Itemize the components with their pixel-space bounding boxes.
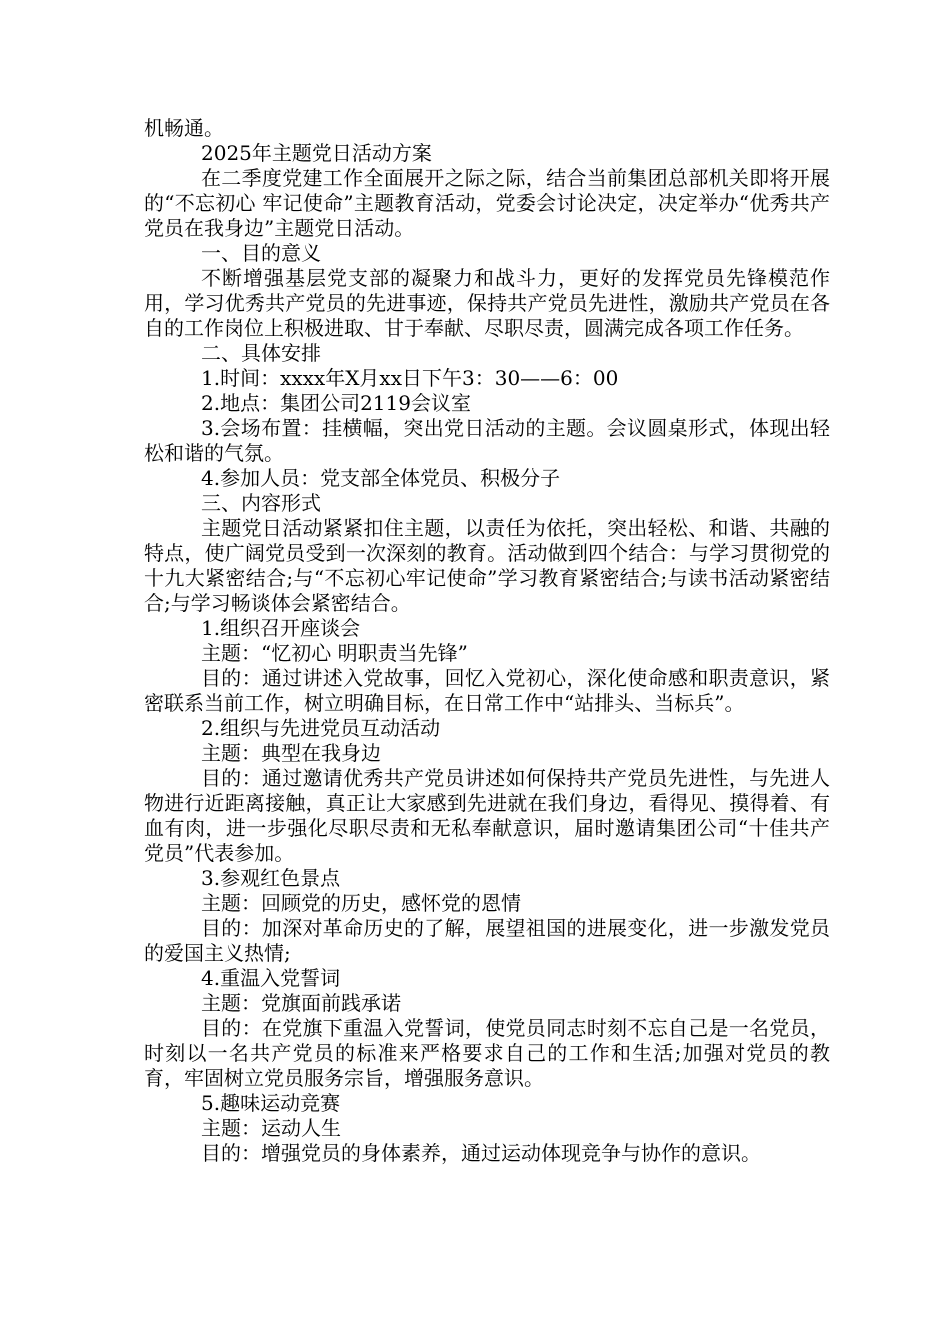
arrangement-venue-setup: 3.会场布置：挂横幅，突出党日活动的主题。会议圆桌形式，体现出轻松和谐的气氛。 — [144, 416, 830, 465]
document-title: 2025年主题党日活动方案 — [201, 141, 432, 165]
section-heading-purpose: 一、目的意义 — [201, 241, 321, 265]
item-3-theme: 主题：回顾党的历史，感怀党的恩情 — [201, 891, 521, 915]
item-5-purpose: 目的：增强党员的身体素养，通过运动体现竞争与协作的意识。 — [201, 1141, 761, 1165]
item-2-purpose: 目的：通过邀请优秀共产党员讲述如何保持共产党员先进性，与先进人物进行近距离接触，真正让大家感到先进就在我们身边，看得见、摸得着、有血有肉，进一步强化尽职尽责和无私奉献意识，届时邀请集团公司“十佳共产党员”代表参加。 — [144, 766, 830, 865]
item-5-theme: 主题：运动人生 — [201, 1116, 341, 1140]
item-1-heading: 1.组织召开座谈会 — [201, 616, 361, 640]
section-heading-content: 三、内容形式 — [201, 491, 321, 515]
item-4-purpose: 目的：在党旗下重温入党誓词，使党员同志时刻不忘自己是一名党员，时刻以一名共产党员的标准来严格要求自己的工作和生活;加强对党员的教育，牢固树立党员服务宗旨，增强服务意识。 — [144, 1016, 830, 1090]
item-2-theme: 主题：典型在我身边 — [201, 741, 381, 765]
item-5-heading: 5.趣味运动竞赛 — [201, 1091, 341, 1115]
content-paragraph: 主题党日活动紧紧扣住主题，以责任为依托，突出轻松、和谐、共融的特点，使广阔党员受到一次深刻的教育。活动做到四个结合：与学习贯彻党的十九大紧密结合;与“不忘初心牢记使命”学习教育紧密结合;与读书活动紧密结合;与学习畅谈体会紧密结合。 — [144, 516, 830, 615]
item-1-purpose: 目的：通过讲述入党故事，回忆入党初心，深化使命感和职责意识，紧密联系当前工作，树立明确目标，在日常工作中“站排头、当标兵”。 — [144, 666, 830, 715]
arrangement-location: 2.地点：集团公司2119会议室 — [201, 391, 471, 415]
item-1-theme: 主题：“忆初心 明职责当先锋” — [201, 641, 468, 665]
continuation-line: 机畅通。 — [144, 116, 224, 140]
item-3-heading: 3.参观红色景点 — [201, 866, 341, 890]
item-4-heading: 4.重温入党誓词 — [201, 966, 341, 990]
document-page — [144, 116, 830, 1166]
arrangement-time: 1.时间：xxxx年X月xx日下午3：30——6：00 — [201, 366, 619, 390]
item-3-purpose: 目的：加深对革命历史的了解，展望祖国的进展变化，进一步激发党员的爱国主义热情; — [144, 916, 830, 965]
intro-paragraph: 在二季度党建工作全面展开之际之际，结合当前集团总部机关即将开展的“不忘初心 牢记使命”主题教育活动，党委会讨论决定，决定举办“优秀共产党员在我身边”主题党日活动。 — [144, 166, 830, 240]
item-4-theme: 主题：党旗面前践承诺 — [201, 991, 401, 1015]
section-heading-arrangement: 二、具体安排 — [201, 341, 321, 365]
arrangement-participants: 4.参加人员：党支部全体党员、积极分子 — [201, 466, 561, 490]
purpose-paragraph: 不断增强基层党支部的凝聚力和战斗力，更好的发挥党员先锋模范作用，学习优秀共产党员的先进事迹，保持共产党员先进性，激励共产党员在各自的工作岗位上积极进取、甘于奉献、尽职尽责，圆满完成各项工作任务。 — [144, 266, 830, 340]
item-2-heading: 2.组织与先进党员互动活动 — [201, 716, 441, 740]
